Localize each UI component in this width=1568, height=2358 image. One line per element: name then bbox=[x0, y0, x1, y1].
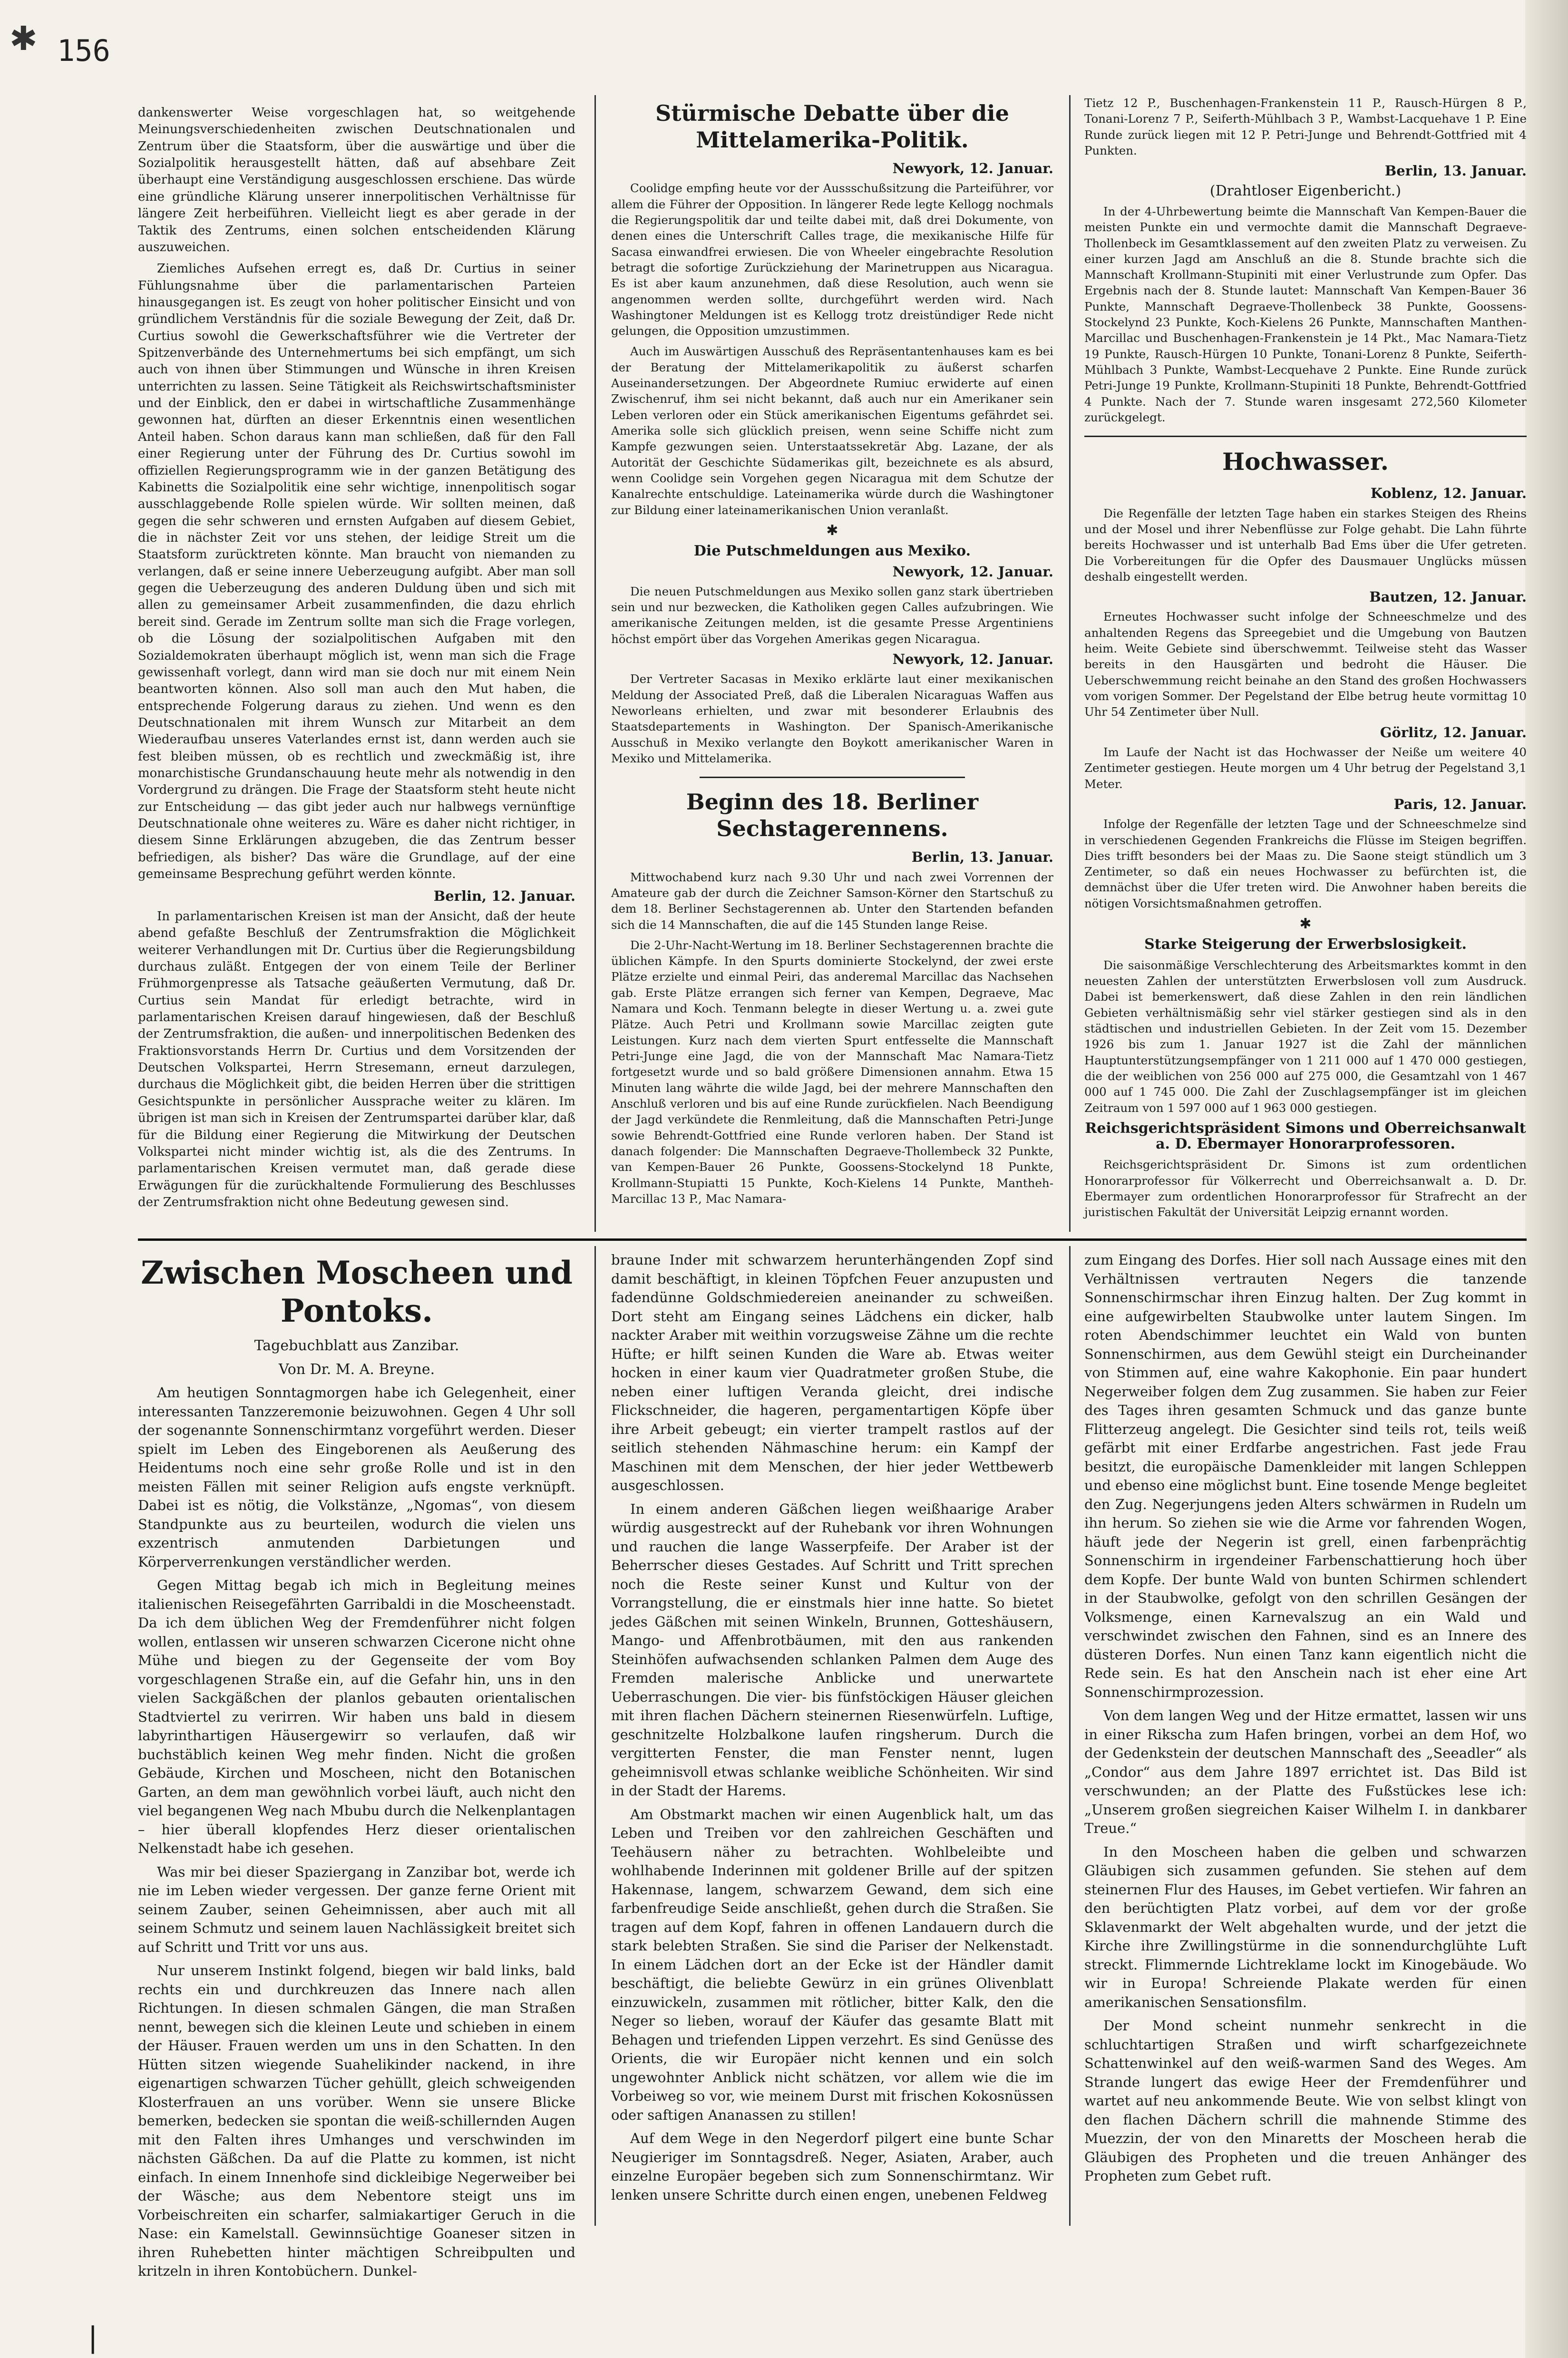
column-rule bbox=[1069, 95, 1071, 1232]
dateline: Görlitz, 12. Januar. bbox=[1380, 724, 1527, 741]
feuilleton-paragraph: Der Mond scheint nunmehr senkrecht in die schluchtartigen Straßen und wirft scharfgezeichnete Schattenwinkel auf den weiß-warmen Sand des Weges. Am Strande lungert das ewige Heer der Fremdenführer und wartet auf neu ankommende Beute. Wie von selbst klingt von den flachen Dächern schrill die mahnende Stimme des Muezzin, der von den Minaretts der Moscheen herab die Gläubigen des Propheten und die treuen Anhänger des Propheten zum Gebet ruft. bbox=[1084, 2017, 1527, 2184]
page-edge-shadow bbox=[1525, 0, 1568, 2358]
headline-mittelamerika: Stürmische Debatte über die Mittelamerika-Politik. bbox=[655, 100, 1009, 153]
column-sport-flood bbox=[1084, 95, 1527, 1225]
article-paragraph: Ziemliches Aufsehen erregt es, daß Dr. Curtius in seiner Fühlungsnahme über die parlamentarischen Parteien hinausgegangen ist. Es zeugt von hoher politischer Einsicht und von gründlichem Verständnis für die soziale Bewegung der Zeit, daß Dr. Curtius sowohl die Gewerkschaftsführer wie die Vertreter der Spitzenverbände des Unternehmertums bei sich empfängt, um sich auch von ihnen über Stimmungen und Wünsche in ihren Kreisen unterrichten zu lassen. Seine Tätigkeit als Reichswirtschaftsminister und der Einblick, den er dabei in wirtschaftliche Zusammenhänge gewonnen hat, dürften an dieser Erkenntnis einen wesentlichen Anteil haben. Schon daraus kann man schließen, daß für den Fall einer Regierung unter der Führung des Dr. Curtius sowohl im offiziellen Regierungsprogramm wie in der ganzen Betätigung des Kabinetts die Sozialpolitik eine sehr wichtige, innenpolitisch sogar ausschlaggebende Rolle spielen würde. Wir sollten meinen, daß gegen die sehr schweren und ernsten Aufgaben auf diesem Gebiet, die in nächster Zeit vor uns stehen, der leidige Streit um die Staatsform zurücktreten könnte. Man braucht von niemanden zu verlangen, daß er seine innere Ueberzeugung aufgibt. Aber man soll gegen die Ueberzeugung des anderen Duldung üben und sich mit allen zu gemeinsamer Arbeit zusammenfinden, die dazu ehrlich bereit sind. Gerade im Zentrum sollte man sich die Frage vorlegen, ob die Lösung der sozialpolitischen Aufgaben mit den Sozialdemokraten überhaupt möglich ist, wenn man sich die Frage gewissenhaft vorlegt, dann wird man sie doch nur mit einem Nein beantworten können. Also soll man auch den Mut haben, die entsprechende Folgerung daraus zu ziehen. Und wenn es den Deutschnationalen mit ihrem Wunsch zur Mitarbeit an dem Wiederaufbau unseres Vaterlandes ernst ist, dann werden auch sie fest bleiben müssen, ob es rechtlich und zweckmäßig ist, ihre monarchistische Grundanschauung heute mehr als notwendig in den Vordergrund zu drängen. Die Frage der Staatsform steht heute nicht zur Entscheidung — das gibt jeder auch nur halbwegs vernünftige Deutschnationale ohne weiteres zu. Wäre es daher nicht richtiger, in diesem Sinne Erklärungen abzugeben, die das Zentrum besser befriedigen, als bisher? Das wäre die Grundlage, auf der eine gemeinsame Besprechung geführt werden könnte. bbox=[138, 262, 575, 882]
feuilleton-subtitle: Tagebuchblatt aus Zanzibar. bbox=[254, 1337, 459, 1354]
article-paragraph: Tietz 12 P., Buschenhagen-Frankenstein 11 P., Rausch-Hürgen 8 P., Tonani-Lorenz 7 P., Seiferth-Mühlbach 3 P., Wambst-Lacquehave 1 P. Eine Runde zurück liegen mit 12 P. Petri-Junge und Behrendt-Gottfried mit 4 Punkten. bbox=[1084, 96, 1527, 157]
article-paragraph: Infolge der Regenfälle der letzten Tage und der Schneeschmelze sind in verschiedenen Gegenden Frankreichs die Flüsse im Steigen begriffen. Dies trifft besonders bei der Maas zu. Die Saone steigt stündlich um 3 Zentimeter, so daß ein neues Hochwasser zu befürchten ist, die demnächst über die Ufer treten wird. Die Anwohner haben bereits die nötigen Vorsichtsmaßnahmen getroffen. bbox=[1084, 817, 1527, 910]
headline-sechstagerennen: Beginn des 18. Berliner Sechstagerennens. bbox=[686, 789, 979, 842]
dateline: Newyork, 12. Januar. bbox=[892, 160, 1053, 176]
feuilleton-paragraph: Am Obstmarkt machen wir einen Augenblick halt, um das Leben und Treiben vor den zahlreichen Geschäften und Teehäusern näher zu betrachten. Wohlbeleibte und wohlhabende Inderinnen mit goldener Brille auf der spitzen Hakennase, langem, schwarzem Gewand, dem sich eine farbenfreudige Seide anschließt, gehen durch die Straßen. Sie tragen auf dem Kopf, fahren in offenen Landauern durch die stark belebten Straßen. Sie sind die Pariser der Nelkenstadt. In einem Lädchen dort an der Ecke ist der Händler damit beschäftigt, die beliebte Gewürz in ein grünes Olivenblatt einzuwickeln, zusammen mit rötlicher, bitter Kalk, den die Neger so lieben, worauf der Käufer das gesamte Blatt mit Behagen und triefenden Lippen verzehrt. Es sind Genüsse des Orients, die wir Europäer nicht kennen und ein solch ungewohnter Anblick nicht schätzen, vor allem wie die im Vorbeiweg so vor, wie meinem Durst mit frischen Kokosnüssen oder saftigen Ananassen zu stillen! bbox=[611, 1806, 1053, 2123]
article-paragraph: Im Laufe der Nacht ist das Hochwasser der Neiße um weitere 40 Zentimeter gestiegen. Heute morgen um 4 Uhr betrug der Pegelstand 3,1 Meter. bbox=[1084, 745, 1527, 791]
feuilleton-title: Zwischen Moscheen und Pontoks. bbox=[141, 1254, 573, 1329]
dateline: Berlin, 13. Januar. bbox=[1384, 163, 1527, 179]
feuilleton-paragraph: zum Eingang des Dorfes. Hier soll nach Aussage eines mit den Verhältnissen vertrauten Negers die tanzende Sonnenschirmschar ihren Einzug halten. Der Zug kommt in eine aufgewirbelten Staubwolke unter lautem Singen. Im roten Abendschimmer leuchtet ein Wald von bunten Sonnenschirmen, aus dem Gewühl steigt ein Durcheinander von Stimmen auf, eine wahre Kakophonie. Ein paar hundert Negerweiber folgen dem Zug zusammen. Sie haben zur Feier des Tages ihren gesamten Schmuck und das ganze bunte Flitterzeug angelegt. Die Gesichter sind teils rot, teils weiß gefärbt mit einer Erdfarbe angestrichen. Fast jede Frau besitzt, die europäische Damenkleider mit langen Schleppen und ebenso eine möglichst bunt. Eine tosende Menge begleitet den Zug. Negerjungens jeden Alters schwärmen in Rudeln um ihn herum. So ziehen sie wie die Arme vor fahrenden Wogen, häuft jede der Negerin ist grell, einen farbenprächtig Sonnenschirm in irgendeiner Farbenschattierung hoch über dem Kopfe. Der bunte Wald von bunten Schirmen schlendert in der Staubwolke, gefolgt von den schrillen Gesängen der Volksmenge, einen Karnevalszug an ein Wald und verschwindet zwischen den Fahnen, sind es an Innere des düsteren Dorfes. Nun einen Tanz kann eigentlich nicht die Rede sein. Es hat den Anschein nach ist eher eine Art Sonnenschirmprozession. bbox=[1084, 1252, 1527, 1700]
column-politics bbox=[138, 105, 575, 1216]
article-paragraph: dankenswerter Weise vorgeschlagen hat, so weitgehende Meinungsverschiedenheiten zwischen Deutschnationalen und Zentrum über die Staatsform, über die auswärtige und über die Sozialpolitik herausgestellt hätten, daß auf absehbare Zeit überhaupt eine Verständigung ausgeschlossen erschiene. Das würde eine gründliche Klärung unserer innerpolitischen Verhältnisse für längere Zeit herbeiführen. Vielleicht liegt es aber gerade in der Taktik des Zentrums, einen solchen entscheidenden Klärung auszuweichen. bbox=[138, 106, 575, 254]
separator-star: ✱ bbox=[826, 522, 838, 539]
divider bbox=[1084, 436, 1527, 437]
dateline: Paris, 12. Januar. bbox=[1393, 796, 1527, 812]
feuilleton-column-2 bbox=[611, 1251, 1053, 2209]
feuilleton-paragraph: Was mir bei dieser Spaziergang in Zanzibar bot, werde ich nie im Leben wieder vergessen. Der ganze ferne Orient mit seinem Zauber, seinen Geheimnissen, aber auch mit all seinem Schmutz und seinem lauen Nachlässigkeit breitet sich auf Schritt und Tritt vor uns aus. bbox=[138, 1863, 575, 1955]
article-paragraph: Reichsgerichtspräsident Dr. Simons ist zum ordentlichen Honorarprofessor für Völkerrecht und Oberreichsanwalt a. D. Dr. Ebermayer zum ordentlichen Honorarprofessor für Strafrecht an der juristischen Fakultät der Universität Leipzig ernannt worden. bbox=[1084, 1158, 1527, 1219]
article-paragraph: Erneutes Hochwasser sucht infolge der Schneeschmelze und des anhaltenden Regens das Spreegebiet und die Umgebung von Bautzen heim. Weite Gebiete sind überschwemmt. Teilweise steht das Wasser bereits in den Hausgärten und bedroht die Häuser. Die Ueberschwemmung reicht beinahe an den Stand des großen Hochwassers vom vorigen Sommer. Der Pegelstand der Elbe betrug heute vormittag 10 Uhr 54 Zentimeter über Null. bbox=[1084, 610, 1527, 719]
article-paragraph: Der Vertreter Sacasas in Mexiko erklärte laut einer mexikanischen Meldung der Associated Preß, daß die Liberalen Nicaraguas Waffen aus Neworleans erhielten, und zwar mit besonderer Erlaubnis des Staatsdepartements in Washington. Der Spanisch-Amerikanische Ausschuß in Mexiko verlangte den Boykott amerikanischer Waren in Mexiko und Mittelamerika. bbox=[611, 672, 1053, 765]
feuilleton-column-1 bbox=[138, 1251, 575, 2286]
column-rule bbox=[1069, 1246, 1071, 2226]
article-paragraph: Die Regenfälle der letzten Tage haben ein starkes Steigen des Rheins und der Mosel und ihrer Nebenflüsse zur Folge gehabt. Die Lahn führte bereits Hochwasser und ist unterhalb Bad Ems über die Ufer getreten. Die Vorbereitungen für die Opfer des Dausmauer Unglücks müssen deshalb eingestellt werden. bbox=[1084, 506, 1527, 584]
divider bbox=[700, 777, 965, 778]
page-number: 156 bbox=[57, 33, 110, 68]
feuilleton-paragraph: Am heutigen Sonntagmorgen habe ich Gelegenheit, einer interessanten Tanzzeremonie beizuwohnen. Gegen 4 Uhr soll der sogenannte Sonnenschirmtanz vorgeführt werden. Dieser spielt im Leben des Eingeborenen als Aeußerung des Heidentums noch eine sehr große Rolle und ist in den meisten Fällen mit seiner Religion aufs engste verknüpft. Dabei ist es nötig, die Volkstänze, „Ngomas“, von diesem Standpunkte aus zu beurteilen, wodurch die vielen uns exzentrisch anmutenden Darbietungen und Körperverrenkungen verständlicher werden. bbox=[138, 1384, 575, 1570]
feuilleton-paragraph: Nur unserem Instinkt folgend, biegen wir bald links, bald rechts ein und durchkreuzen das Innere nach allen Richtungen. In diesen schmalen Gängen, die man Straßen nennt, bewegen sich die kleinen Leute und schieben in einem der Häuser. Frauen werden um uns in den Schatten. In den Hütten sitzen wiegende Suahelikinder nackend, in ihre eigenartigen schwarzen Tücher gehüllt, gleich schweigenden Klosterfrauen an uns vorüber. Wenn sie unsere Blicke bemerken, bedecken sie spontan die weiß-schillernden Augen mit den Falten ihres Umhanges und verschwinden im nächsten Gäßchen. Da auf die Platte zu kommen, ist nicht einfach. In einem Innenhofe sind dickleibige Negerweiber bei der Wäsche; aus dem Nebentore steigt uns im Vorbeischreiten ein scharfer, salmiakartiger Geruch in die Nase: ein Kamelstall. Gewinnsüchtige Goaneser sitzen in ihren Ruhebetten hinter mächtigen Schreibpulten und kritzeln in ihren Kontobüchern. Dunkel- bbox=[138, 1962, 575, 2279]
margin-mark: ❘ bbox=[81, 2321, 105, 2354]
feuilleton-paragraph: Auf dem Wege in den Negerdorf pilgert eine bunte Schar Neugieriger im Sonntagsdreß. Neger, Asiaten, Araber, auch einzelne Europäer begeben sich zum Sonnenschirmtanz. Wir lenken unsere Schritte durch einen engen, unebenen Feldweg bbox=[611, 2130, 1053, 2203]
article-paragraph: Mittwochabend kurz nach 9.30 Uhr und nach zwei Vorrennen der Amateure gab der durch die Zeichner Samson-Körner den Startschuß zu dem 18. Berliner Sechstagerennen ab. Unter den Startenden befanden sich die 14 Mannschaften, die auf die 145 Stunden lange Reise. bbox=[611, 870, 1053, 932]
subheadline-erwerbslosigkeit: Starke Steigerung der Erwerbslosigkeit. bbox=[1144, 936, 1467, 953]
article-paragraph: Die neuen Putschmeldungen aus Mexiko sollen ganz stark übertrieben sein und nur bezwecken, die Katholiken gegen Calles aufzubringen. Wie amerikanische Zeitungen melden, ist die gesamte Presse Argentiniens höchst empört über das Vorgehen Amerikas gegen Nicaragua. bbox=[611, 584, 1053, 646]
feuilleton-author: Von Dr. M. A. Breyne. bbox=[278, 1361, 435, 1378]
dateline: Berlin, 12. Januar. bbox=[433, 887, 575, 904]
dateline: Bautzen, 12. Januar. bbox=[1369, 589, 1527, 605]
feuilleton-paragraph: In einem anderen Gäßchen liegen weißhaarige Araber würdig ausgestreckt auf der Ruhebank vor ihren Wohnungen und rauchen die lange Wasserpfeife. Der Araber ist der Beherrscher dieses Gestades. Auf Schritt und Tritt sprechen noch die Reste seiner Kunst und Kultur von der Vorrangstellung, die er einstmals hier inne hatte. So bietet jedes Gäßchen mit seinen Winkeln, Brunnen, Gotteshäusern, Mango- und Affenbrotbäumen, mit den aus rankenden Steinhöfen aufwachsenden schlanken Palmen dem Auge des Fremden malerische Anblicke und unerwartete Ueberraschungen. Die vier- bis fünfstöckigen Häuser gleichen mit ihren flachen Dächern steinernen Riesenwürfeln. Luftige, geschnitzelte Holzbalkone laufen ringsherum. Durch die vergitterten Fenster, die man Fenster nennt, lugen geheimnisvoll etwas schlanke weibliche Schönheiten. Wir sind in der Stadt der Harems. bbox=[611, 1501, 1053, 1799]
subheadline-eigenbericht: (Drahtloser Eigenbericht.) bbox=[1209, 182, 1402, 199]
article-paragraph: Auch im Auswärtigen Ausschuß des Repräsentantenhauses kam es bei der Beratung der Mittelamerikapolitik zu äußerst scharfen Auseinandersetzungen. Der Abgeordnete Rumiuc erwiderte auf einen Zwischenruf, ihm sei nicht bekannt, daß auch nur ein Amerikaner sein Leben verloren oder ein Stück amerikanischen Eigentums gefährdet sei. Amerika solle sich glücklich preisen, wenn seine Schiffe nicht zum Kampfe gezwungen seien. Unterstaatssekretär Abg. Lazane, der als Autorität der Geschichte Südamerikas gilt, bezeichnete es als absurd, wenn Coolidge sein Vorgehen gegen Nicaragua mit dem Schutze der Kanalrechte entschuldige. Lateinamerika würde durch die Washingtoner zur Bildung einer lateinamerikanischen Union veranlaßt. bbox=[611, 344, 1053, 517]
dateline: Newyork, 12. Januar. bbox=[892, 563, 1053, 580]
column-rule bbox=[594, 95, 596, 1232]
dateline: Newyork, 12. Januar. bbox=[892, 651, 1053, 668]
headline-hochwasser: Hochwasser. bbox=[1222, 448, 1389, 476]
article-paragraph: In parlamentarischen Kreisen ist man der Ansicht, daß der heute abend gefaßte Beschluß der Zentrumsfraktion die Möglichkeit weiterer Verhandlungen mit Dr. Curtius über die Regierungsbildung durchaus zuläßt. Entgegen der von einem Teile der Berliner Frühmorgenpresse als Tatsache geäußerten Vermutung, daß Dr. Curtius sein Mandat für erledigt betrachte, wird in parlamentarischen Kreisen darauf hingewiesen, daß der Beschluß der Zentrumsfraktion, die außen- und innerpolitischen Bedenken des Fraktionsvorstands Herrn Dr. Curtius und dem Vorsitzenden der Deutschen Volkspartei, Herrn Stresemann, erneut darzulegen, durchaus die Möglichkeit gibt, die beiden Herren über die strittigen Gesichtspunkte in persönlicher Aussprache weiter zu klären. Im übrigen ist man sich in Kreisen der Zentrumspartei darüber klar, daß für die Bildung einer Regierung die Mitwirkung der Deutschen Volkspartei nicht minder wichtig ist, als die des Zentrums. In parlamentarischen Kreisen vermutet man, daß gerade diese Erwägungen für die zurückhaltende Formulierung des Beschlusses der Zentrumsfraktion nicht ohne Bedeutung gewesen sind. bbox=[138, 909, 575, 1209]
subheadline-putsch: Die Putschmeldungen aus Mexiko. bbox=[693, 543, 971, 560]
subheadline-honorarprofessoren: Reichsgerichtspräsident Simons und Oberreichsanwalt a. D. Ebermayer Honorarprofessoren. bbox=[1085, 1120, 1526, 1153]
column-mittelamerika bbox=[611, 95, 1053, 1211]
article-paragraph: Die 2-Uhr-Nacht-Wertung im 18. Berliner Sechstagerennen brachte die üblichen Kämpfe. In den Spurts dominierte Stockelynd, der zwei erste Plätze erzielte und einmal Peiri, das anderemal Marcillac das Nachsehen gab. Erste Plätze errangen sich ferner van Kempen, Degraeve, Mac Namara und Koch. Tenmann belegte in dieser Wertung u. a. zwei gute Plätze. Auch Petri und Krollmann sowie Marcillac zeigten gute Leistungen. Kurz nach dem vierten Spurt entfesselte die Mannschaft Petri-Junge eine Jagd, die von der Mannschaft Mac Namara-Tietz fortgesetzt wurde und so bald größere Dimensionen annahm. Etwa 15 Minuten lang währte die wilde Jagd, bei der mehrere Mannschaften den Anschluß verloren und bis auf eine Runde zurückfielen. Nach Beendigung der Jagd verkündete die Renmleitung, daß die Mannschaften Petri-Junge sowie Behrendt-Gottfried eine Runde verloren haben. Der Stand ist danach folgender: Die Mannschaften Degraeve-Thollembeck 32 Punkte, van Kempen-Bauer 26 Punkte, Goossens-Stockelynd 18 Punkte, Krollmann-Stupiatti 15 Punkte, Koch-Kielens 14 Punkte, Mantheh-Marcillac 13 P., Mac Namara- bbox=[611, 938, 1053, 1206]
feuilleton-paragraph: In den Moscheen haben die gelben und schwarzen Gläubigen sich zusammen gefunden. Sie stehen auf dem steinernen Flur des Hauses, im Gebet vertiefen. Wir fahren an den berüchtigten Platz vorbei, auf dem vor der große Sklavenmarkt der Welt abgehalten wurde, und der jetzt die Kirche ihre Zwillingstürme in die sonnendurchglühte Luft streckt. Flimmernde Lichtreklame lockt im Kinogebäude. Wo wir in Europa! Schreiende Plakate werden für einen amerikanischen Sensationsfilm. bbox=[1084, 1843, 1527, 2010]
dateline: Koblenz, 12. Januar. bbox=[1370, 485, 1527, 502]
article-paragraph: Die saisonmäßige Verschlechterung des Arbeitsmarktes kommt in den neuesten Zahlen der unterstützten Erwerbslosen voll zum Ausdruck. Dabei ist bemerkenswert, daß diese Zahlen in den rein ländlichen Gebieten verhältnismäßig sehr viel stärker gestiegen sind als in den städtischen und industriellen Gebieten. In der Zeit vom 15. Dezember 1926 bis zum 1. Januar 1927 ist die Zahl der männlichen Hauptunterstützungsempfänger von 1 211 000 auf 1 470 000 gestiegen, die der weiblichen von 256 000 auf 275 000, die Gesamtzahl von 1 467 000 auf 1 745 000. Die Zahl der Zuschlagsempfänger ist im gleichen Zeitraum von 1 597 000 auf 1 963 000 gestiegen. bbox=[1084, 958, 1527, 1115]
margin-scribble: ✱ bbox=[10, 19, 38, 58]
section-rule bbox=[138, 1238, 1527, 1241]
feuilleton-paragraph: Von dem langen Weg und der Hitze ermattet, lassen wir uns in einer Rikscha zum Hafen bringen, vorbei an dem Hof, wo der Gedenkstein der deutschen Mannschaft des „Seeadler“ als „Condor“ aus dem Jahre 1897 errichtet ist. Das Bild ist verschwunden; an der Platte des Fußstückes lese ich: „Unserem großen siegreichen Kaiser Wilhelm I. in dankbarer Treue.“ bbox=[1084, 1707, 1527, 1836]
dateline: Berlin, 13. Januar. bbox=[911, 849, 1053, 866]
article-paragraph: Coolidge empfing heute vor der Aussschußsitzung die Parteiführer, vor allem die Führer der Opposition. In längerer Rede legte Kellogg nochmals die Regierungspolitik dar und teilte dabei mit, daß drei Dokumente, von denen eines die Unterschrift Calles trage, die mexikanische Hilfe für Sacasa einwandfrei erwiesen. Die von Wheeler eingebrachte Resolution betragt die sofortige Zurückziehung der Marinetruppen aus Nicaragua. Es ist aber kaum anzunehmen, daß diese Resolution, auch wenn sie angenommen werden sollte, durchgeführt werden wird. Nach Washingtoner Meldungen ist es Kellogg trotz dreistündiger Rede nicht gelungen, die Opposition umzustimmen. bbox=[611, 181, 1053, 338]
feuilleton-column-3 bbox=[1084, 1251, 1527, 2191]
column-rule bbox=[594, 1246, 596, 2226]
separator-star: ✱ bbox=[1299, 916, 1312, 933]
feuilleton-paragraph: Gegen Mittag begab ich mich in Begleitung meines italienischen Reisegefährten Garribaldi in die Moscheenstadt. Da ich dem üblichen Weg der Fremdenführer nicht folgen wollen, entlassen wir unseren schwarzen Cicerone nicht ohne Mühe und biegen zu der Gegenseite der vom Boy vorgeschlagenen Straße ein, auf die Gefahr hin, uns in den vielen Sackgäßchen der planlos gebauten orientalischen Stadtviertel zu verirren. Wir haben uns bald in diesem labyrinthartigen Häusergewirr so verlaufen, daß wir buchstäblich keinen Weg mehr finden. Nicht die großen Gebäude, Kirchen und Moscheen, nicht den Botanischen Garten, an dem man gewöhnlich vorbei läuft, auch nicht den viel begangenen Weg nach Mbubu durch die Nelkenplantagen – hier überall klopfendes Herz dieser orientalischen Nelkenstadt habe ich gesehen. bbox=[138, 1577, 575, 1856]
article-paragraph: In der 4-Uhrbewertung beimte die Mannschaft Van Kempen-Bauer die meisten Punkte ein und vermochte damit die Mannschaft Degraeve-Thollenbeck im Gesamtklassement auf den zweiten Platz zu verweisen. Zu einer kurzen Jagd am Anschluß an die 8. Stunde brachte sich die Mannschaft Krollmann-Stupiniti mit einer Verlustrunde zum Opfer. Das Ergebnis nach der 8. Stunde lautet: Mannschaft Van Kempen-Bauer 36 Punkte, Mannschaft Degraeve-Thollenbeck 38 Punkte, Goossens-Stockelynd 23 Punkte, Koch-Kielens 26 Punkte, Mannschaften Manthen-Marcillac und Buschenhagen-Frankenstein je 14 Pkt., Mac Namara-Tietz 19 Punkte, Rausch-Hürgen 10 Punkte, Tonani-Lorenz 8 Punkte, Seiferth-Mühlbach 3 Punkte, Wambst-Lecquehave 2 Punkte. Eine Runde zurück Petri-Junge 19 Punkte, Krollmann-Stupiniti 18 Punkte, Behrendt-Gottfried 4 Punkte. Nach der 7. Stunde waren insgesamt 272,560 Kilometer zurückgelegt. bbox=[1084, 204, 1527, 424]
feuilleton-paragraph: braune Inder mit schwarzem herunterhängenden Zopf sind damit beschäftigt, in kleinen Töpfchen Feuer anzupusten und fadendünne Goldschmiedereien aneinander zu schweißen. Dort steht am Eingang seines Lädchens ein dicker, halb nackter Araber mit weithin vorzugsweise Zähne um die rechte Hüfte; er hilft seinen Kunden die Ware ab. Etwas weiter hocken in einer kaum vier Quadratmeter großen Stube, die neben einer luftigen Veranda gleicht, drei indische Flickschneider, die hageren, pergamentartigen Köpfe über ihre Arbeit gebeugt; ein vierter trampelt rastlos auf der seitlich stehenden Nähmaschine herum: ein Kampf der Maschinen mit dem Menschen, der hier jeder Wettbewerb ausgeschlossen. bbox=[611, 1252, 1053, 1493]
